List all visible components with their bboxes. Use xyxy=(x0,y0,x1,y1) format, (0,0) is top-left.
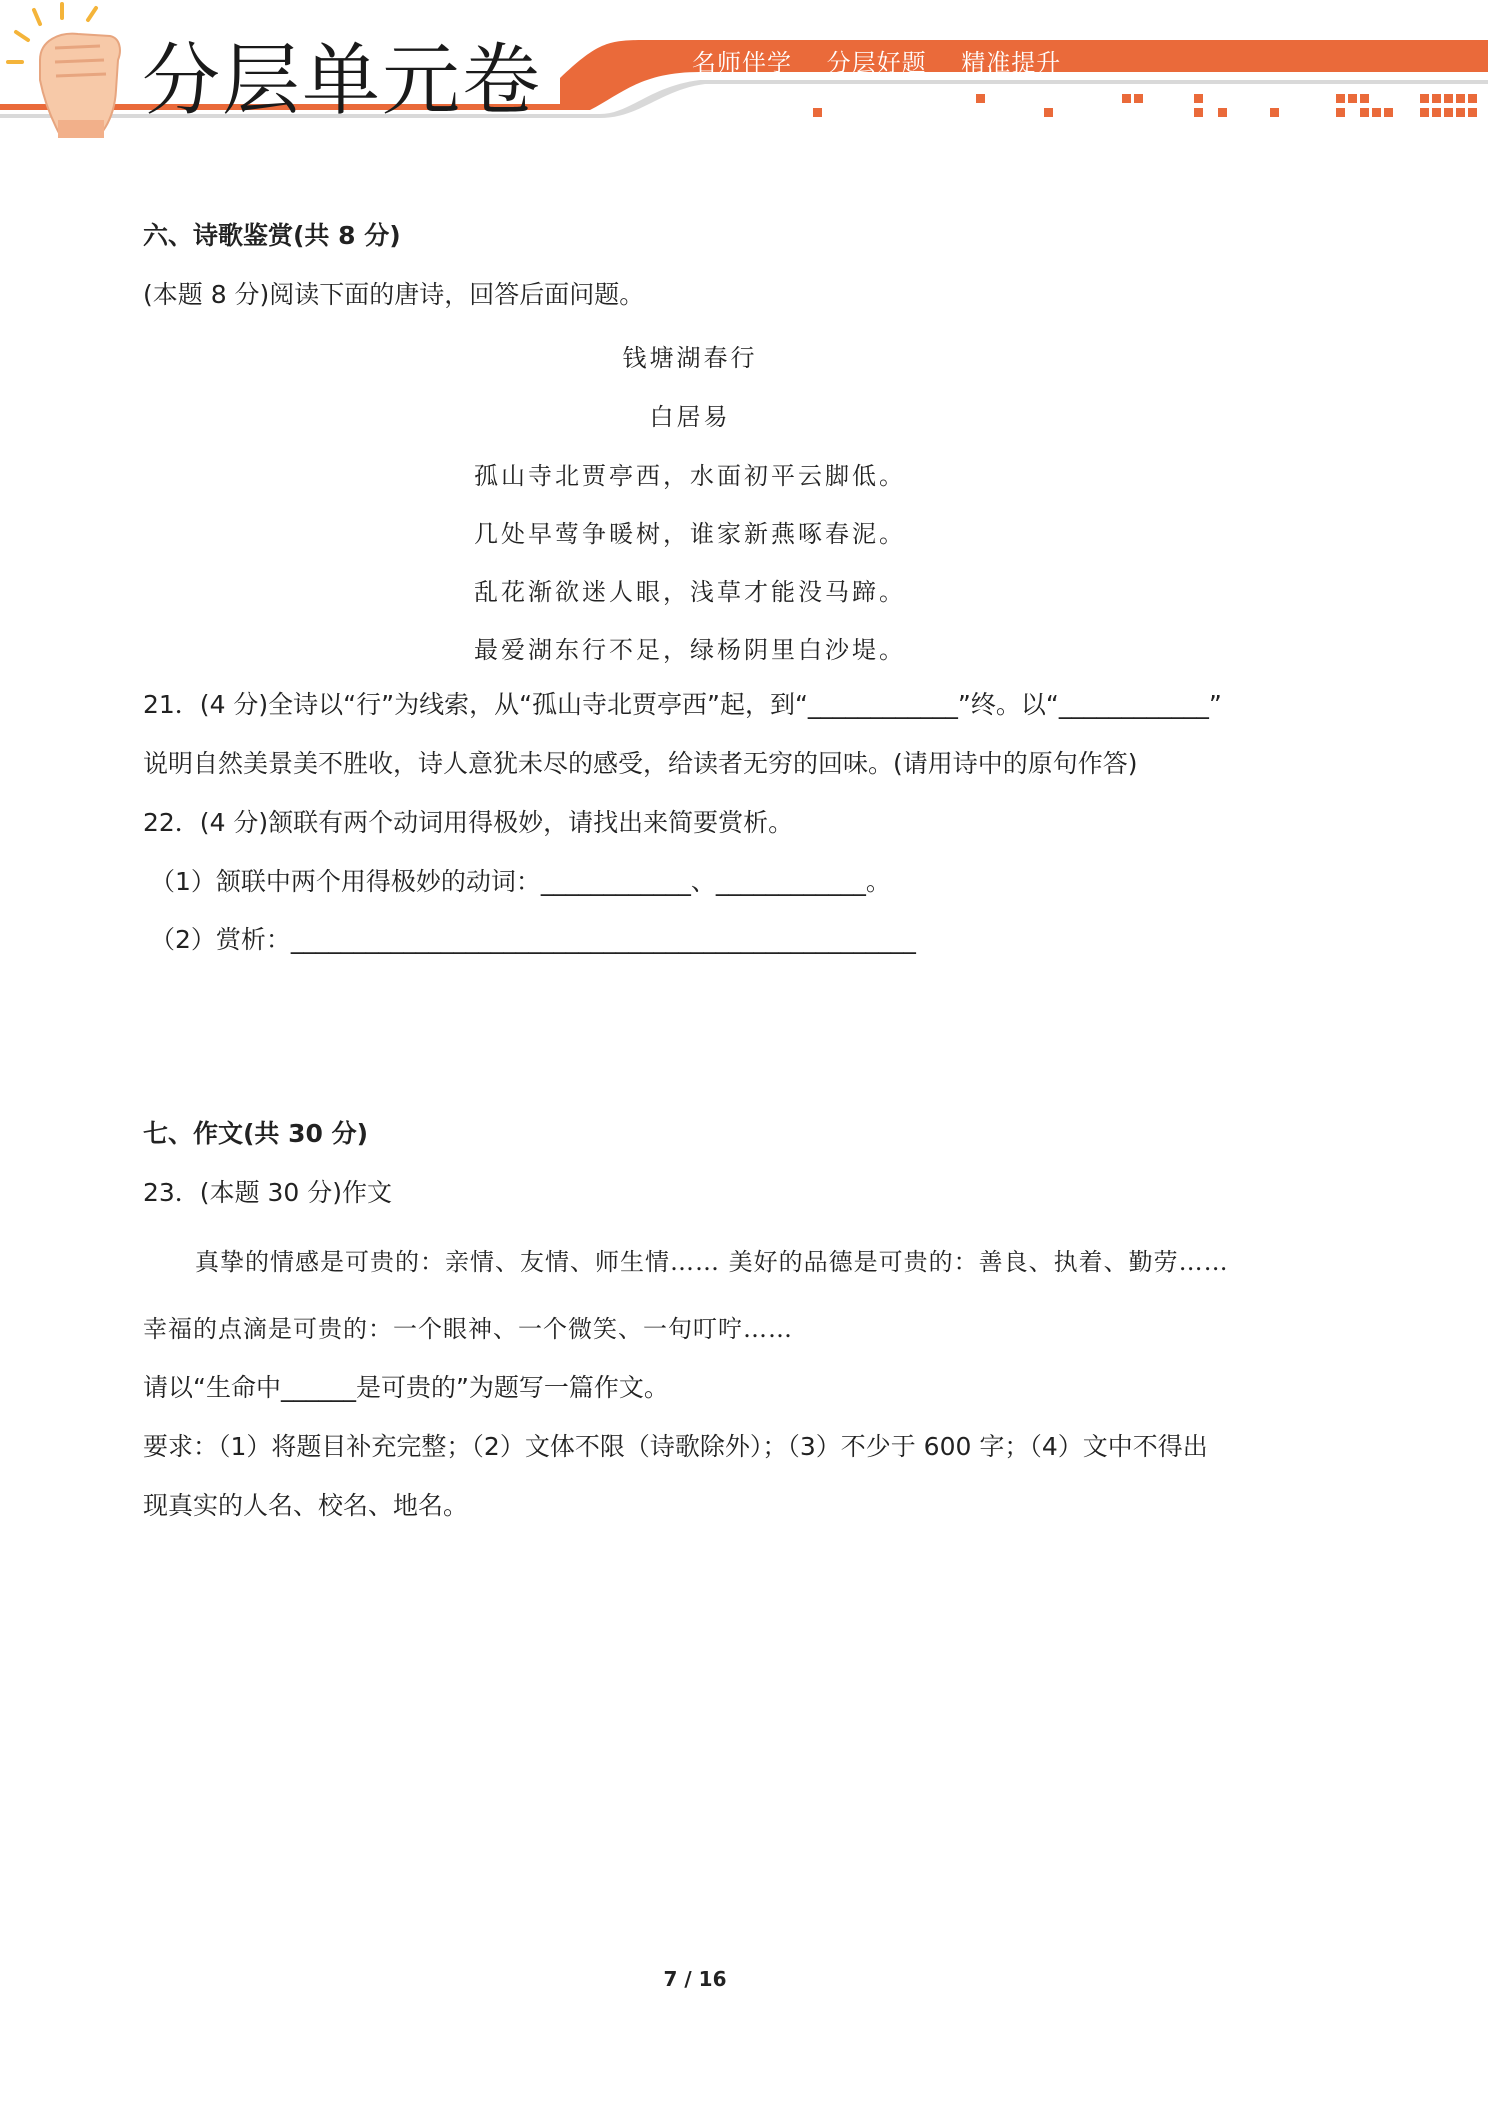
poem-author: 白居易 xyxy=(649,403,731,431)
essay-prompt-line-1: 真挚的情感是可贵的：亲情、友情、师生情…… 美好的品德是可贵的：善良、执着、勤劳…… xyxy=(195,1248,1229,1276)
poem-title: 钱塘湖春行 xyxy=(622,344,758,372)
poem-line-4: 最爱湖东行不足，绿杨阴里白沙堤。 xyxy=(474,636,906,664)
page-number: 7 / 16 xyxy=(663,1967,727,1991)
poem-line-1: 孤山寺北贾亭西，水面初平云脚低。 xyxy=(474,462,906,490)
section7-heading: 七、作文(共 30 分) xyxy=(143,1119,369,1148)
question-21-line-2: 说明自然美景美不胜收，诗人意犹未尽的感受，给读者无穷的回味。(请用诗中的原句作答) xyxy=(143,749,1138,778)
slogan-1: 名师伴学 xyxy=(692,49,792,77)
essay-requirements-line-1: 要求：（1）将题目补充完整；（2）文体不限（诗歌除外）；（3）不少于 600 字；（4）文中不得出 xyxy=(143,1432,1208,1461)
question-22: 22．(4 分)颔联有两个动词用得极妙，请找出来简要赏析。 xyxy=(143,808,794,837)
header-slogans xyxy=(692,43,1087,78)
essay-requirements-line-2: 现真实的人名、校名、地名。 xyxy=(143,1491,469,1520)
section6-intro: (本题 8 分)阅读下面的唐诗，回答后面问题。 xyxy=(143,280,645,309)
question-21-line-1: 21．(4 分)全诗以“行”为线索，从“孤山寺北贾亭西”起，到“____________”终。以“____________” xyxy=(143,690,1222,719)
essay-prompt-line-2: 幸福的点滴是可贵的：一个眼神、一个微笑、一句叮咛…… xyxy=(143,1315,793,1343)
essay-topic: 请以“生命中______是可贵的”为题写一篇作文。 xyxy=(143,1373,669,1402)
question-23: 23．(本题 30 分)作文 xyxy=(143,1178,393,1207)
question-22-sub-2: （2）赏析：__________________________________________________ xyxy=(150,925,916,954)
section6-heading: 六、诗歌鉴赏(共 8 分) xyxy=(143,221,401,250)
poem-line-2: 几处早莺争暖树，谁家新燕啄春泥。 xyxy=(474,520,906,548)
page-header xyxy=(0,0,1488,150)
slogan-3: 精准提升 xyxy=(961,49,1062,77)
brand-title: 分层单元卷 xyxy=(142,36,543,126)
slogan-2: 分层好题 xyxy=(826,49,927,77)
poem-line-3: 乱花渐欲迷人眼，浅草才能没马蹄。 xyxy=(474,578,906,606)
question-22-sub-1: （1）颔联中两个用得极妙的动词：____________、____________。 xyxy=(150,867,891,896)
